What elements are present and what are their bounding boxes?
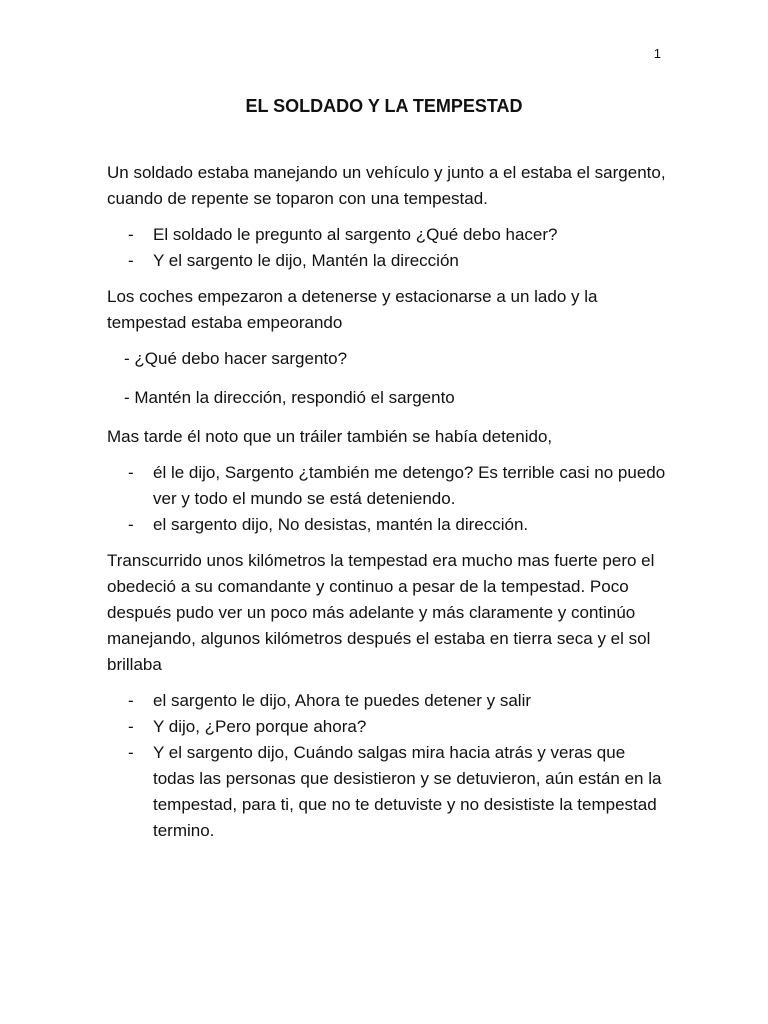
document-title: EL SOLDADO Y LA TEMPESTAD: [245, 96, 523, 116]
list-item-text: El soldado le pregunto al sargento ¿Qué debo hacer?: [153, 225, 558, 244]
list-item: [107, 714, 667, 740]
list-dash: -: [128, 743, 134, 762]
list-dash: -: [128, 225, 134, 244]
paragraph-3: Mas tarde él noto que un tráiler también se había detenido,: [107, 427, 553, 446]
paragraph-2: Los coches empezaron a detenerse y estacionarse a un lado y la tempestad estaba empeorando: [107, 287, 598, 332]
page-number: 1: [653, 46, 661, 61]
list-item-text: el sargento le dijo, Ahora te puedes detener y salir: [153, 691, 532, 710]
list-item: [107, 222, 667, 248]
list-item-text: el sargento dijo, No desistas, mantén la dirección.: [153, 515, 529, 534]
list-item: [107, 688, 667, 714]
list-item: [107, 460, 667, 512]
document-body: [107, 160, 667, 854]
list-dash: -: [128, 463, 134, 482]
dialog-line-2: - Mantén la dirección, respondió el sargento: [124, 388, 455, 407]
dialog-list-3: [107, 688, 667, 844]
list-item-text: Y el sargento le dijo, Mantén la dirección: [153, 251, 459, 270]
list-item: [107, 740, 667, 844]
paragraph-1: Un soldado estaba manejando un vehículo y junto a el estaba el sargento, cuando de repente se toparon con una tempestad.: [107, 163, 666, 208]
list-item: [107, 248, 667, 274]
list-item-text: él le dijo, Sargento ¿también me detengo? Es terrible casi no puedo ver y todo el mundo se está deteniendo.: [153, 463, 666, 508]
list-dash: -: [128, 691, 134, 710]
paragraph-4: Transcurrido unos kilómetros la tempestad era mucho mas fuerte pero el obedeció a su comandante y continuo a pesar de la tempestad. Poco después pudo ver un poco más adelante y más claramente y continúo manejando, algunos kilómetros después el estaba en tierra seca y el sol brillaba: [107, 551, 655, 674]
list-dash: -: [128, 515, 134, 534]
list-dash: -: [128, 251, 134, 270]
list-item: [107, 512, 667, 538]
dialog-list-2: [107, 460, 667, 538]
dialog-line-1: - ¿Qué debo hacer sargento?: [124, 349, 348, 368]
list-item-text: Y dijo, ¿Pero porque ahora?: [153, 717, 367, 736]
list-dash: -: [128, 717, 134, 736]
list-item-text: Y el sargento dijo, Cuándo salgas mira hacia atrás y veras que todas las personas que desistieron y se detuvieron, aún están en la tempestad, para ti, que no te detuviste y no desististe la tempestad termino.: [153, 743, 662, 840]
dialog-list-1: [107, 222, 667, 274]
